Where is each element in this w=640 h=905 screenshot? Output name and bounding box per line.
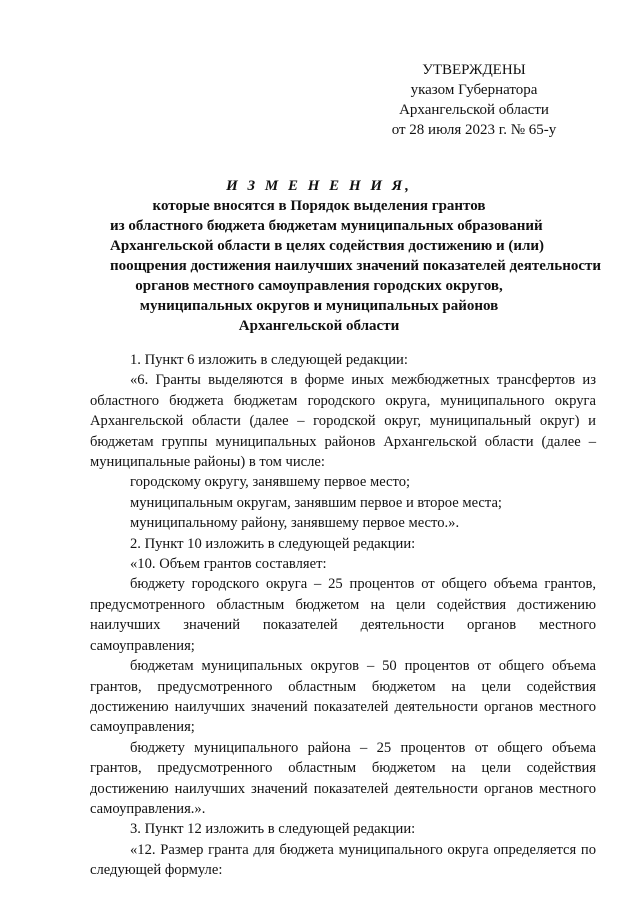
paragraph: 2. Пункт 10 изложить в следующей редакции: xyxy=(130,535,416,552)
paragraph: муниципальным округам, занявшим первое и второе места; xyxy=(130,494,502,511)
title-line: которые вносятся в Порядок выделения грантов xyxy=(152,198,486,214)
title-line: поощрения достижения наилучших значений показателей деятельности xyxy=(110,258,602,274)
title-heading: И З М Е Н Е Н И Я, xyxy=(226,178,412,194)
approval-line-1: УТВЕРЖДЕНЫ xyxy=(422,62,526,78)
approval-line-4: от 28 июля 2023 г. № 65-у xyxy=(391,122,557,138)
paragraph: городскому округу, занявшему первое место; xyxy=(130,474,411,491)
document-body xyxy=(90,350,596,881)
title-line: органов местного самоуправления городских округов, xyxy=(135,278,503,294)
paragraph: 3. Пункт 12 изложить в следующей редакции: xyxy=(130,821,416,838)
approval-line-3: Архангельской области xyxy=(399,102,549,118)
paragraph: «12. Размер гранта для бюджета муниципального округа определяется по следующей формуле: xyxy=(90,841,596,879)
paragraph: «6. Гранты выделяются в форме иных межбюджетных трансфертов из областного бюджета бюджетам городского округа, муниципального округа Архангельской области (далее – городской округ, муниципальный округ) и бюджетам группы муниципальных районов Архангельской области (далее – муниципальные районы) в том числе: xyxy=(90,372,596,471)
title-line: Архангельской области в целях содействия достижению и (или) xyxy=(110,238,545,254)
document-title xyxy=(110,176,602,336)
paragraph: 1. Пункт 6 изложить в следующей редакции: xyxy=(130,352,408,368)
paragraph: бюджету городского округа – 25 процентов от общего объема грантов, предусмотренного областным бюджетом на цели содействия достижению наилучших значений показателей деятельности органов местного самоуправления; xyxy=(90,576,596,654)
paragraph: бюджетам муниципальных округов – 50 процентов от общего объема грантов, предусмотренного областным бюджетом на цели содействия достижению наилучших значений показателей деятельности органов местного самоуправления; xyxy=(90,658,596,736)
paragraph: «10. Объем грантов составляет: xyxy=(130,556,327,573)
title-line: муниципальных округов и муниципальных районов xyxy=(139,298,499,314)
paragraph: бюджету муниципального района – 25 процентов от общего объема грантов, предусмотренного областным бюджетом на цели содействия достижению наилучших значений показателей деятельности органов местного самоуправления.». xyxy=(90,739,596,817)
title-line: Архангельской области xyxy=(238,318,400,334)
approval-line-2: указом Губернатора xyxy=(410,82,538,98)
paragraph: муниципальному району, занявшему первое место.». xyxy=(130,515,460,532)
title-line: из областного бюджета бюджетам муниципальных образований xyxy=(110,218,543,234)
approval-stamp xyxy=(386,60,562,140)
